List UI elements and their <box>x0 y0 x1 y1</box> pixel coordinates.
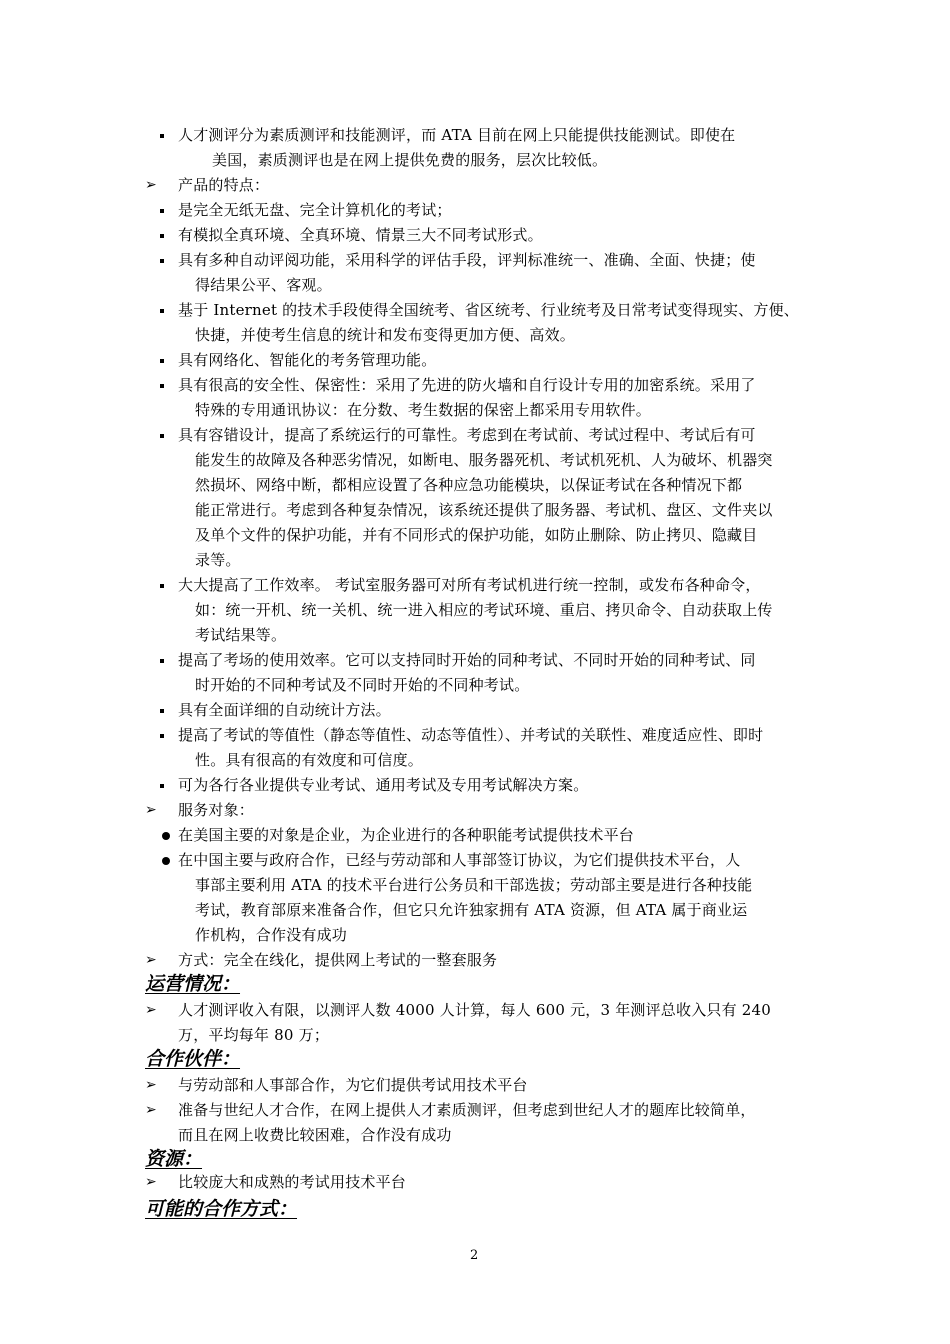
feature-item-continuation: 性。具有很高的有效度和可信度。 <box>195 751 424 769</box>
round-bullet-icon <box>162 832 170 840</box>
operations-item: ➢ 人才测评收入有限，以测评人数 4000 人计算，每人 600 元，3 年测评总收入只有 240 <box>178 998 771 1023</box>
list-item: 人才测评分为素质测评和技能测评，而 ATA 目前在网上只能提供技能测试。即使在 <box>178 123 735 148</box>
arrow-bullet-icon: ➢ <box>145 1077 157 1093</box>
heading-partners: 合作伙伴： <box>145 1048 241 1070</box>
feature-item: 可为各行各业提供专业考试、通用考试及专用考试解决方案。 <box>178 773 588 798</box>
feature-item: 是完全无纸无盘、完全计算机化的考试； <box>178 198 452 223</box>
features-title: ➢ 产品的特点： <box>178 173 269 198</box>
feature-item: 具有全面详细的自动统计方法。 <box>178 698 391 723</box>
heading-resources: 资源： <box>145 1148 203 1170</box>
feature-item-continuation: 得结果公平、客观。 <box>195 276 332 294</box>
feature-item-continuation: 如：统一开机、统一关机、统一进入相应的考试环境、重启、拷贝命令、自动获取上传 <box>195 601 773 619</box>
arrow-bullet-icon: ➢ <box>145 1102 157 1118</box>
feature-item-continuation: 特殊的专用通讯协议：在分数、考生数据的保密上都采用专用软件。 <box>195 401 652 419</box>
feature-item-continuation: 及单个文件的保护功能，并有不同形式的保护功能，如防止删除、防止拷贝、隐藏目 <box>195 526 758 544</box>
feature-item-continuation: 考试结果等。 <box>195 626 287 644</box>
square-bullet-icon <box>160 709 164 713</box>
square-bullet-icon <box>160 784 164 788</box>
square-bullet-icon <box>160 234 164 238</box>
feature-item: 大大提高了工作效率。 考试室服务器可对所有考试机进行统一控制，或发布各种命令， <box>178 573 761 598</box>
feature-item: 具有容错设计，提高了系统运行的可靠性。考虑到在考试前、考试过程中、考试后有可 <box>178 423 756 448</box>
service-item-continuation: 作机构，合作没有成功 <box>195 926 348 944</box>
square-bullet-icon <box>160 584 164 588</box>
page-number: 2 <box>470 1248 479 1263</box>
service-item: 在美国主要的对象是企业，为企业进行的各种职能考试提供技术平台 <box>178 823 634 848</box>
resource-item: ➢ 比较庞大和成熟的考试用技术平台 <box>178 1170 406 1195</box>
service-title: ➢ 服务对象： <box>178 798 254 823</box>
square-bullet-icon <box>160 384 164 388</box>
service-item-continuation: 考试，教育部原来准备合作，但它只允许独家拥有 ATA 资源，但 ATA 属于商业运 <box>195 901 748 919</box>
heading-cooperation: 可能的合作方式： <box>145 1198 298 1220</box>
feature-item-continuation: 能正常进行。考虑到各种复杂情况，该系统还提供了服务器、考试机、盘区、文件夹以 <box>195 501 773 519</box>
square-bullet-icon <box>160 434 164 438</box>
operations-item-continuation: 万，平均每年 80 万； <box>178 1026 330 1044</box>
square-bullet-icon <box>160 259 164 263</box>
partner-item: ➢ 与劳动部和人事部合作，为它们提供考试用技术平台 <box>178 1073 528 1098</box>
round-bullet-icon <box>162 857 170 865</box>
feature-item-continuation: 录等。 <box>195 551 241 569</box>
feature-item: 提高了考试的等值性（静态等值性、动态等值性）、并考试的关联性、难度适应性、即时 <box>178 723 763 748</box>
feature-item: 基于 Internet 的技术手段使得全国统考、省区统考、行业统考及日常考试变得现实、方便、 <box>178 298 799 323</box>
mode-item: ➢ 方式：完全在线化，提供网上考试的一整套服务 <box>178 948 497 973</box>
feature-item: 有模拟全真环境、全真环境、情景三大不同考试形式。 <box>178 223 543 248</box>
arrow-bullet-icon: ➢ <box>145 952 157 968</box>
feature-item-continuation: 快捷，并使考生信息的统计和发布变得更加方便、高效。 <box>195 326 576 344</box>
partner-item: ➢ 准备与世纪人才合作，在网上提供人才素质测评，但考虑到世纪人才的题库比较简单， <box>178 1098 756 1123</box>
feature-item: 具有多种自动评阅功能，采用科学的评估手段，评判标准统一、准确、全面、快捷；使 <box>178 248 756 273</box>
list-item-continuation: 美国，素质测评也是在网上提供免费的服务，层次比较低。 <box>212 151 608 169</box>
feature-item: 具有网络化、智能化的考务管理功能。 <box>178 348 436 373</box>
square-bullet-icon <box>160 734 164 738</box>
heading-operations: 运营情况： <box>145 973 241 995</box>
arrow-bullet-icon: ➢ <box>145 177 157 193</box>
service-item: 在中国主要与政府合作，已经与劳动部和人事部签订协议，为它们提供技术平台，人 <box>178 848 740 873</box>
square-bullet-icon <box>160 309 164 313</box>
square-bullet-icon <box>160 659 164 663</box>
square-bullet-icon <box>160 359 164 363</box>
feature-item: 提高了考场的使用效率。它可以支持同时开始的同种考试、不同时开始的同种考试、同 <box>178 648 756 673</box>
feature-item-continuation: 然损坏、网络中断，都相应设置了各种应急功能模块，以保证考试在各种情况下都 <box>195 476 743 494</box>
feature-item-continuation: 时开始的不同种考试及不同时开始的不同种考试。 <box>195 676 530 694</box>
service-item-continuation: 事部主要利用 ATA 的技术平台进行公务员和干部选拔；劳动部主要是进行各种技能 <box>195 876 753 894</box>
arrow-bullet-icon: ➢ <box>145 802 157 818</box>
feature-item-continuation: 能发生的故障及各种恶劣情况，如断电、服务器死机、考试机死机、人为破坏、机器突 <box>195 451 773 469</box>
feature-item: 具有很高的安全性、保密性：采用了先进的防火墙和自行设计专用的加密系统。采用了 <box>178 373 756 398</box>
partner-item-continuation: 而且在网上收费比较困难，合作没有成功 <box>178 1126 452 1144</box>
square-bullet-icon <box>160 209 164 213</box>
arrow-bullet-icon: ➢ <box>145 1002 157 1018</box>
square-bullet-icon <box>160 134 164 138</box>
arrow-bullet-icon: ➢ <box>145 1174 157 1190</box>
